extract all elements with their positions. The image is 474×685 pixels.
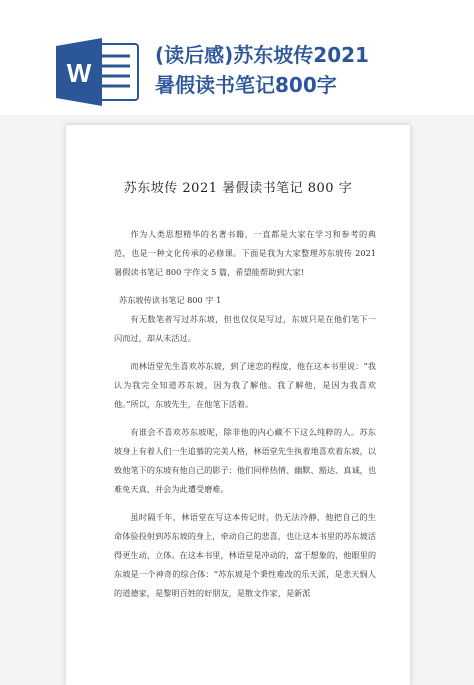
body-paragraph-1: 有无数笔者写过苏东坡，但也仅仅是写过，东坡只是在他们笔下一闪而过，却从未活过。 — [114, 314, 376, 343]
intro-paragraph: 作为人类思想精华的名著书籍，一直都是大家在学习和参考的典范，也是一种文化传承的必修课。下面是我为大家整理苏东坡传 2021 暑假读书笔记 800 字作文 5 篇，希望能帮助到大家! — [114, 229, 376, 277]
banner-title — [155, 40, 455, 100]
document-body — [114, 225, 376, 612]
header-banner — [0, 0, 474, 115]
document-page — [66, 125, 410, 685]
word-icon-letter: W — [66, 58, 92, 88]
section-title: 苏东坡传读书笔记 800 字 1 — [119, 295, 222, 305]
document-title: 苏东坡传 2021 暑假读书笔记 800 字 — [123, 181, 353, 196]
word-document-icon — [54, 36, 140, 108]
body-paragraph-2: 而林语堂先生喜欢苏东坡，到了迷恋的程度，他在这本书里说：“我认为我完全知道苏东坡，因为我了解他。我了解他，是因为我喜欢他。”所以，东坡先生，在他笔下活着。 — [114, 361, 376, 409]
banner-title-line-1: (读后感)苏东坡传2021 — [155, 43, 369, 67]
banner-title-line-2: 暑假读书笔记800字 — [155, 73, 337, 97]
body-paragraph-4: 虽时隔千年，林语堂在写这本传记时，仍无法冷静，他把自己的生命体验投射到苏东坡的身上，牵动自己的悲喜，也让这本书里的苏东坡活得更生动、立体。在这本书里，林语堂是冲动的，富于想象的，他眼里的东坡是一个神奇的综合体：“苏东坡是个秉性难改的乐天派，是悲天悯人的道德家，是黎明百姓的好朋友，是散文作家，是新派 — [114, 512, 377, 598]
body-paragraph-3: 有谁会不喜欢苏东坡呢，除非他的内心藏不下这么纯粹的人。苏东坡身上有着人们一生追慕的完美人格，林语堂先生执着地喜欢着东坡，以致他笔下的东坡有他自己的影子：他们同样热情、幽默、豁达、真诚，也难免天真，并会为此遭受磨难。 — [114, 427, 377, 494]
